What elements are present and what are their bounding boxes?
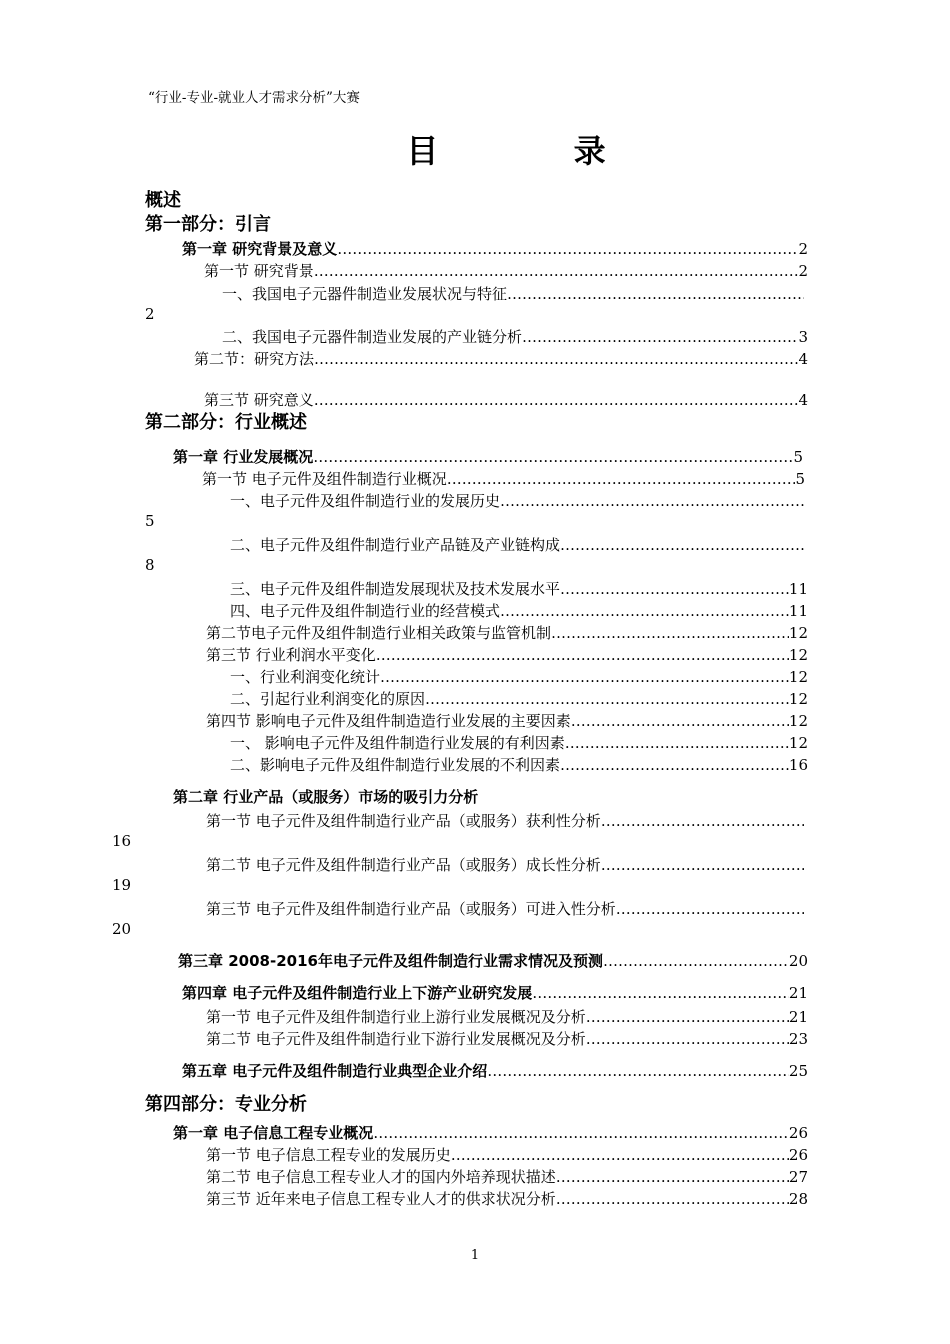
toc-entry[interactable] [206, 854, 804, 876]
toc-page-number: 4 [798, 391, 808, 409]
toc-page-number: 20 [112, 920, 132, 938]
toc-page-number: 5 [793, 448, 803, 466]
toc-entry-text: 二、引起行业利润变化的原因 [230, 690, 426, 708]
toc-page-number: 5 [795, 470, 805, 488]
leader-dots [314, 260, 799, 282]
toc-part-4[interactable]: 第四部分：专业分析 [145, 1094, 307, 1115]
toc-entry[interactable] [230, 490, 804, 512]
toc-entry-text: 一、 影响电子元件及组件制造行业发展的有利因素 [230, 734, 565, 752]
toc-entry-text: 四、电子元件及组件制造行业的经营模式 [230, 602, 501, 620]
leader-dots [500, 600, 789, 622]
toc-page-number: 21 [788, 1008, 808, 1026]
toc-part-2[interactable]: 第二部分：行业概述 [145, 412, 307, 433]
toc-page-number: 12 [788, 646, 808, 664]
toc-entry-text: 第二节 电子元件及组件制造行业产品（或服务）成长性分析 [206, 856, 601, 874]
leader-dots [601, 854, 804, 876]
page-number-footer: 1 [470, 1248, 480, 1263]
leader-dots [560, 578, 789, 600]
page-header: “行业-专业-就业人才需求分析”大赛 [148, 90, 360, 106]
toc-page-number: 27 [788, 1168, 808, 1186]
toc-entry-text: 第一章 行业发展概况 [173, 448, 314, 466]
toc-chapter[interactable]: 第二章 行业产品（或服务）市场的吸引力分析 [173, 788, 479, 806]
toc-entry[interactable] [206, 644, 808, 666]
toc-page-number: 12 [788, 668, 808, 686]
toc-entry-text: 第二节 电子元件及组件制造行业下游行业发展概况及分析 [206, 1030, 586, 1048]
leader-dots [373, 1122, 789, 1144]
toc-entry-text: 第五章 电子元件及组件制造行业典型企业介绍 [182, 1062, 488, 1080]
toc-part-1[interactable]: 第一部分：引言 [145, 214, 271, 235]
leader-dots [487, 1060, 789, 1082]
toc-entry-text: 一、行业利润变化统计 [230, 668, 381, 686]
toc-entry-text: 第三节 近年来电子信息工程专业人才的供求状况分析 [206, 1190, 556, 1208]
toc-entry[interactable] [230, 666, 808, 688]
toc-entry-text: 第二节：研究方法 [194, 350, 315, 368]
toc-page-number: 3 [798, 328, 808, 346]
toc-page-number: 12 [788, 690, 808, 708]
toc-entry[interactable] [202, 468, 805, 490]
leader-dots [500, 490, 804, 512]
leader-dots [313, 446, 793, 468]
toc-entry-text: 第一节 电子元件及组件制造行业上游行业发展概况及分析 [206, 1008, 586, 1026]
toc-entry-text: 第三节 电子元件及组件制造行业产品（或服务）可进入性分析 [206, 900, 616, 918]
leader-dots [380, 666, 789, 688]
toc-entry-text: 第四节 影响电子元件及组件制造造行业发展的主要因素 [206, 712, 571, 730]
toc-page-number: 26 [788, 1124, 808, 1142]
toc-entry-text: 第三章 2008-2016年电子元件及组件制造行业需求情况及预测 [178, 952, 603, 970]
toc-entry[interactable] [194, 348, 808, 370]
leader-dots [586, 1028, 789, 1050]
toc-page-number: 2 [798, 262, 808, 280]
leader-dots [551, 622, 789, 644]
toc-page-number: 12 [788, 624, 808, 642]
leader-dots [556, 1188, 789, 1210]
toc-page-number: 11 [788, 580, 808, 598]
toc-entry[interactable] [206, 1166, 808, 1188]
toc-entry[interactable] [206, 1006, 808, 1028]
toc-entry-text: 第三节 研究意义 [204, 391, 314, 409]
toc-entry[interactable] [206, 1144, 808, 1166]
toc-entry[interactable] [206, 898, 804, 920]
toc-page-number: 12 [788, 734, 808, 752]
toc-entry-text: 二、电子元件及组件制造行业产品链及产业链构成 [230, 536, 561, 554]
toc-entry-text: 第一节 电子元件及组件制造行业产品（或服务）获利性分析 [206, 812, 601, 830]
toc-entry-text: 第四章 电子元件及组件制造行业上下游产业研究发展 [182, 984, 533, 1002]
toc-page-number: 16 [112, 832, 132, 850]
leader-dots [337, 238, 798, 260]
toc-entry-text: 第一章 研究背景及意义 [182, 240, 338, 258]
toc-entry[interactable] [230, 688, 808, 710]
leader-dots [314, 348, 798, 370]
leader-dots [425, 688, 789, 710]
toc-page-number: 19 [112, 876, 132, 894]
toc-page-number: 8 [145, 556, 155, 574]
leader-dots [507, 283, 804, 305]
toc-page-number: 28 [788, 1190, 808, 1208]
leader-dots [616, 898, 804, 920]
toc-page-number: 21 [788, 984, 808, 1002]
toc-entry[interactable] [173, 446, 803, 468]
leader-dots [571, 710, 789, 732]
toc-page-number: 25 [788, 1062, 808, 1080]
leader-dots [556, 1166, 789, 1188]
toc-entry[interactable] [206, 622, 808, 644]
toc-entry[interactable] [206, 810, 804, 832]
toc-entry-text: 第一节 研究背景 [204, 262, 314, 280]
toc-entry[interactable] [206, 710, 808, 732]
toc-page-number: 4 [798, 350, 808, 368]
leader-dots [376, 644, 789, 666]
toc-page-number: 16 [788, 756, 808, 774]
toc-entry-text: 一、我国电子元器件制造业发展状况与特征 [222, 285, 508, 303]
toc-entry-text: 第一章 电子信息工程专业概况 [173, 1124, 374, 1142]
toc-page-number: 2 [798, 240, 808, 258]
toc-page-number: 5 [145, 512, 155, 530]
leader-dots [532, 982, 789, 1004]
toc-entry[interactable] [230, 600, 808, 622]
toc-overview[interactable]: 概述 [145, 190, 181, 211]
toc-entry-text: 第二节电子元件及组件制造行业相关政策与监管机制 [206, 624, 552, 642]
toc-entry[interactable] [230, 534, 804, 556]
leader-dots [603, 950, 789, 972]
toc-entry-text: 第一节 电子信息工程专业的发展历史 [206, 1146, 451, 1164]
toc-entry-text: 一、电子元件及组件制造行业的发展历史 [230, 492, 501, 510]
leader-dots [565, 732, 789, 754]
toc-entry[interactable] [182, 982, 808, 1004]
leader-dots [560, 534, 804, 556]
leader-dots [447, 468, 796, 490]
toc-entry-text: 第三节 行业利润水平变化 [206, 646, 376, 664]
toc-page-number: 2 [145, 305, 155, 323]
toc-entry[interactable] [182, 238, 808, 260]
leader-dots [560, 754, 789, 776]
toc-entry[interactable] [230, 732, 808, 754]
toc-entry-text: 二、影响电子元件及组件制造行业发展的不利因素 [230, 756, 561, 774]
page-title: 目 录 [406, 132, 668, 170]
toc-entry[interactable] [206, 1028, 808, 1050]
toc-entry-text: 第一节 电子元件及组件制造行业概况 [202, 470, 447, 488]
leader-dots [586, 1006, 789, 1028]
toc-page-number: 11 [788, 602, 808, 620]
leader-dots [522, 326, 798, 348]
toc-entry[interactable] [222, 283, 804, 305]
leader-dots [601, 810, 804, 832]
toc-entry-text: 第二节 电子信息工程专业人才的国内外培养现状描述 [206, 1168, 556, 1186]
toc-page-number: 12 [788, 712, 808, 730]
toc-page-number: 23 [788, 1030, 808, 1048]
toc-entry[interactable] [182, 1060, 808, 1082]
leader-dots [451, 1144, 789, 1166]
toc-entry[interactable] [206, 1188, 808, 1210]
toc-entry[interactable] [178, 950, 808, 972]
toc-entry[interactable] [204, 260, 808, 282]
toc-entry-text: 二、我国电子元器件制造业发展的产业链分析 [222, 328, 523, 346]
toc-page-number: 20 [788, 952, 808, 970]
toc-entry[interactable] [222, 326, 808, 348]
toc-page-number: 26 [788, 1146, 808, 1164]
toc-entry[interactable] [204, 389, 808, 411]
toc-entry[interactable] [173, 1122, 808, 1144]
leader-dots [314, 389, 799, 411]
toc-entry[interactable] [230, 754, 808, 776]
toc-entry-text: 三、电子元件及组件制造发展现状及技术发展水平 [230, 580, 561, 598]
toc-entry[interactable] [230, 578, 808, 600]
